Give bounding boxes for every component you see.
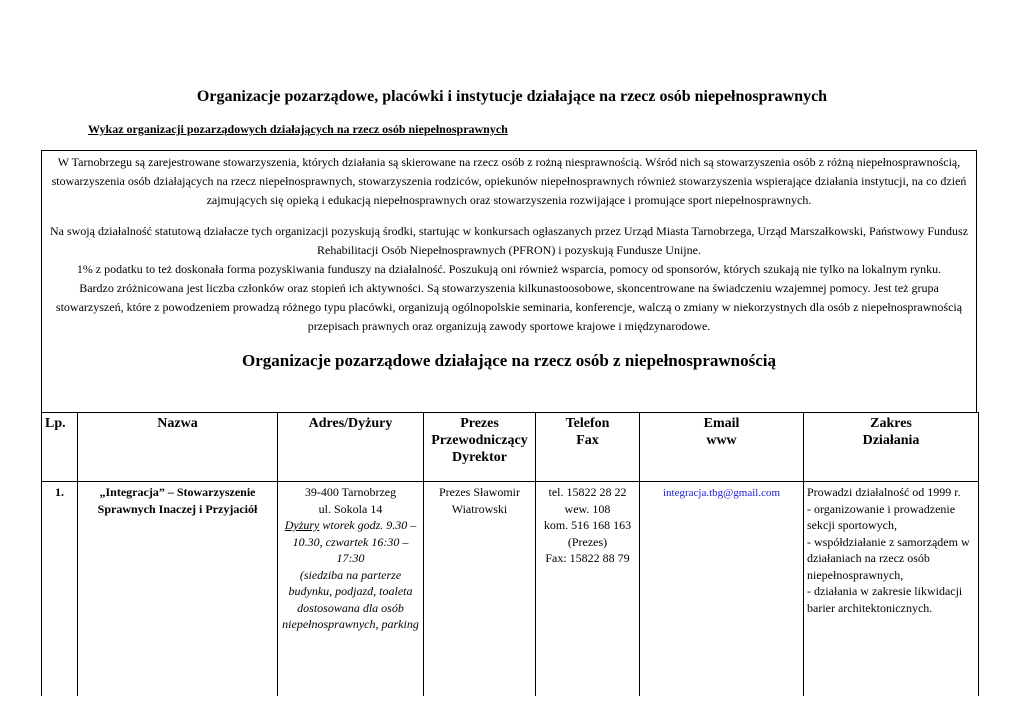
intro-paragraph-3: 1% z podatku to też doskonała forma pozyskiwania funduszy na działalność. Poszukują oni również wsparcia, pomocy od sponsorów, których szukają nie tylko na lokalnym rynku. [76,262,942,276]
row-nazwa: „Integracja” – Stowarzyszenie Sprawnych Inaczej i Przyjaciół [78,482,278,697]
document-title: Organizacje pozarządowe, placówki i instytucje działające na rzecz osób niepełnosprawnych [196,88,828,105]
intro-paragraph-2: Na swoją działalność statutową działacze tych organizacji pozyskują środki, startując w konkursach ogłaszanych przez Urząd Miasta Tarnobrzega, Urząd Marszałkowski, Państwowy Fundusz Rehabilitacji Osób Niepełnosprawnych (PFRON) i pozyskują Fundusze Unijne. [49,224,969,257]
row-lp: 1. [42,482,78,697]
row-email [640,482,804,697]
header-telefon: Telefon Fax [536,413,640,482]
list-subtitle: Wykaz organizacji pozarządowych działających na rzecz osób niepełnosprawnych [88,122,508,136]
dyzury-label: Dyżury [284,518,320,532]
intro-box [41,150,977,412]
email-link[interactable]: integracja.tbg@gmail.com [662,487,781,499]
header-zakres: Zakres Działania [804,413,979,482]
table-header-row [42,413,979,482]
header-email: Email www [640,413,804,482]
header-nazwa: Nazwa [78,413,278,482]
row-telefon: tel. 15822 28 22 wew. 108 kom. 516 168 163 (Prezes) Fax: 15822 88 79 [536,482,640,697]
intro-paragraph-4: Bardzo zróżnicowana jest liczba członków oraz stopień ich aktywności. Są stowarzyszenia kilkunastoosobowe, skoncentrowane na świadczeniu wzajemnej pomocy. Jest też grupa stowarzyszeń, które z powodzeniem prowadzą różnego typu placówki, organizują ogólnopolskie seminaria, konferencje, walczą o zmiany w niekorzystnych dla osób z niepełnosprawnością przepisach prawnych oraz organizują zawody sportowe krajowe i międzynarodowe. [55,281,963,333]
header-lp: Lp. [42,413,78,482]
row-adres: 39-400 Tarnobrzeg ul. Sokola 14 Dyżury wtorek godz. 9.30 – 10.30, czwartek 16:30 – 17:30 (siedziba na parterze budynku, podjazd, toaleta dostosowana dla osób niepełnosprawnych, parking [278,482,424,697]
row-prezes: Prezes Sławomir Wiatrowski [424,482,536,697]
header-adres: Adres/Dyżury [278,413,424,482]
section-title: Organizacje pozarządowe działające na rzecz osób z niepełnosprawnością [242,351,776,370]
row-zakres: Prowadzi działalność od 1999 r. - organizowanie i prowadzenie sekcji sportowych, - współdziałanie z samorządem w działaniach na rzecz osób niepełnosprawnych, - działania w zakresie likwidacji barier architektonicznych. [804,482,979,697]
organizations-table [41,412,979,696]
header-prezes: Prezes Przewodniczący Dyrektor [424,413,536,482]
table-row [42,482,979,697]
intro-paragraph-1: W Tarnobrzegu są zarejestrowane stowarzyszenia, których działania są skierowane na rzecz osób z rożną niesprawnością. Wśród nich są stowarzyszenia osób z różną niepełnosprawnością, stowarzyszenia osób działających na rzecz niepełnosprawnych, stowarzyszenia rodziców, opiekunów niepełnosprawnych również stowarzyszenia wspierające działania instytucji, na co dzień zajmujących się opieką i edukacją niepełnosprawnych oraz stowarzyszenia rozwijające i promujące sport niepełnosprawnych. [51,155,967,207]
